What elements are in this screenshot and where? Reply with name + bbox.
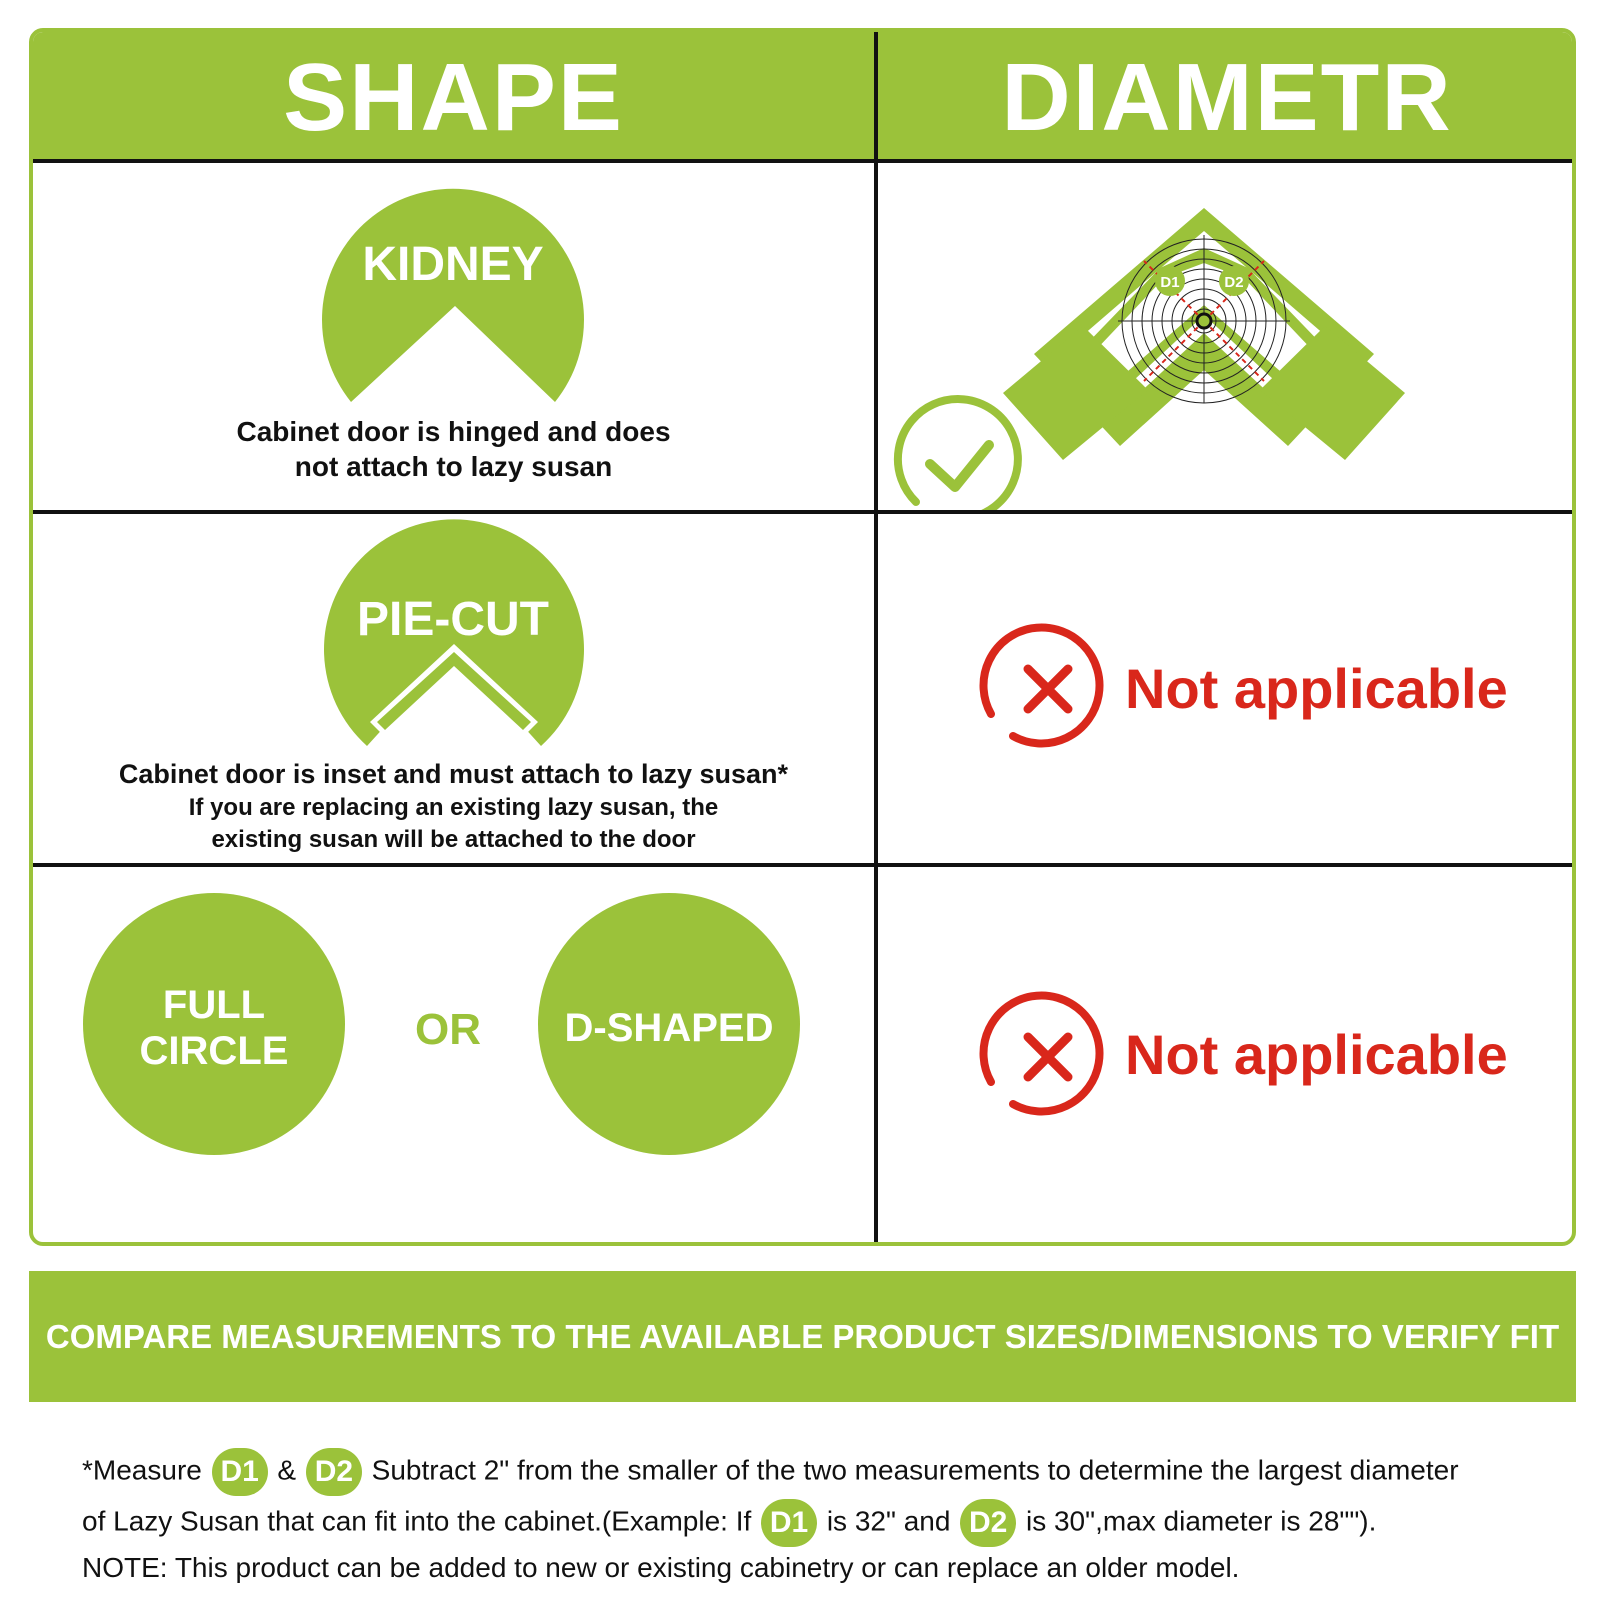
- kidney-diameter-cell: [878, 163, 1576, 510]
- kidney-label: KIDNEY: [362, 238, 544, 291]
- d2-badge: D2: [306, 1448, 362, 1496]
- x-circle-icon: [973, 614, 1123, 764]
- d-shaped-label: D-SHAPED: [564, 1006, 774, 1050]
- shape-diameter-table: [29, 28, 1576, 1246]
- piecut-desc-line1: Cabinet door is inset and must attach to lazy susan*: [118, 759, 789, 789]
- full-diameter-cell: [878, 867, 1576, 1246]
- header-diameter: DIAMETR: [1001, 43, 1453, 151]
- full-label-line1: FULL: [162, 983, 266, 1027]
- note-text: of Lazy Susan that can fit into the cabinet.(Example: If: [82, 1505, 752, 1537]
- note-text: &: [277, 1454, 297, 1486]
- piecut-label: PIE-CUT: [357, 593, 549, 646]
- verify-fit-banner: COMPARE MEASUREMENTS TO THE AVAILABLE PRODUCT SIZES/DIMENSIONS TO VERIFY FIT: [29, 1271, 1576, 1402]
- kidney-desc-line1: Cabinet door is hinged and does: [236, 416, 671, 447]
- kidney-shape-cell: [33, 163, 874, 510]
- or-label: OR: [415, 1005, 481, 1054]
- kidney-desc-line2: not attach to lazy susan: [294, 451, 613, 482]
- note-line3: NOTE: This product can be added to new or existing cabinetry or can replace an older model.: [82, 1552, 1240, 1583]
- piecut-diameter-cell: [878, 514, 1576, 863]
- d1-label: D1: [1160, 274, 1180, 291]
- center-point: [1197, 314, 1211, 328]
- header-shape: SHAPE: [283, 43, 624, 151]
- piecut-status: Not applicable: [1125, 657, 1508, 720]
- full-status: Not applicable: [1125, 1023, 1508, 1086]
- note-text: *Measure: [82, 1454, 202, 1486]
- x-circle-icon: [973, 982, 1123, 1132]
- check-circle-icon: [898, 399, 1018, 510]
- full-label-line2: CIRCLE: [139, 1029, 289, 1073]
- d1-badge: D1: [761, 1499, 817, 1547]
- note-text: Subtract 2" from the smaller of the two measurements to determine the largest diameter: [371, 1454, 1459, 1486]
- piecut-shape-cell: [33, 514, 874, 863]
- d1-badge: D1: [212, 1448, 268, 1496]
- note-line1: [82, 1448, 1459, 1496]
- piecut-desc-line3: existing susan will be attached to the door: [211, 826, 696, 853]
- corner-cabinet-diagram: [878, 163, 1576, 510]
- d2-label: D2: [1224, 274, 1244, 291]
- d2-badge: D2: [960, 1499, 1016, 1547]
- note-line2: [82, 1499, 1376, 1547]
- note-text: is 30",max diameter is 28"").: [1025, 1505, 1377, 1537]
- note-text: is 32" and: [826, 1505, 951, 1537]
- d1-badge: [1155, 266, 1185, 296]
- d2-badge: [1219, 266, 1249, 296]
- piecut-desc-line2: If you are replacing an existing lazy susan, the: [188, 794, 719, 821]
- table-header: [33, 32, 1572, 163]
- full-shape-cell: [33, 867, 874, 1246]
